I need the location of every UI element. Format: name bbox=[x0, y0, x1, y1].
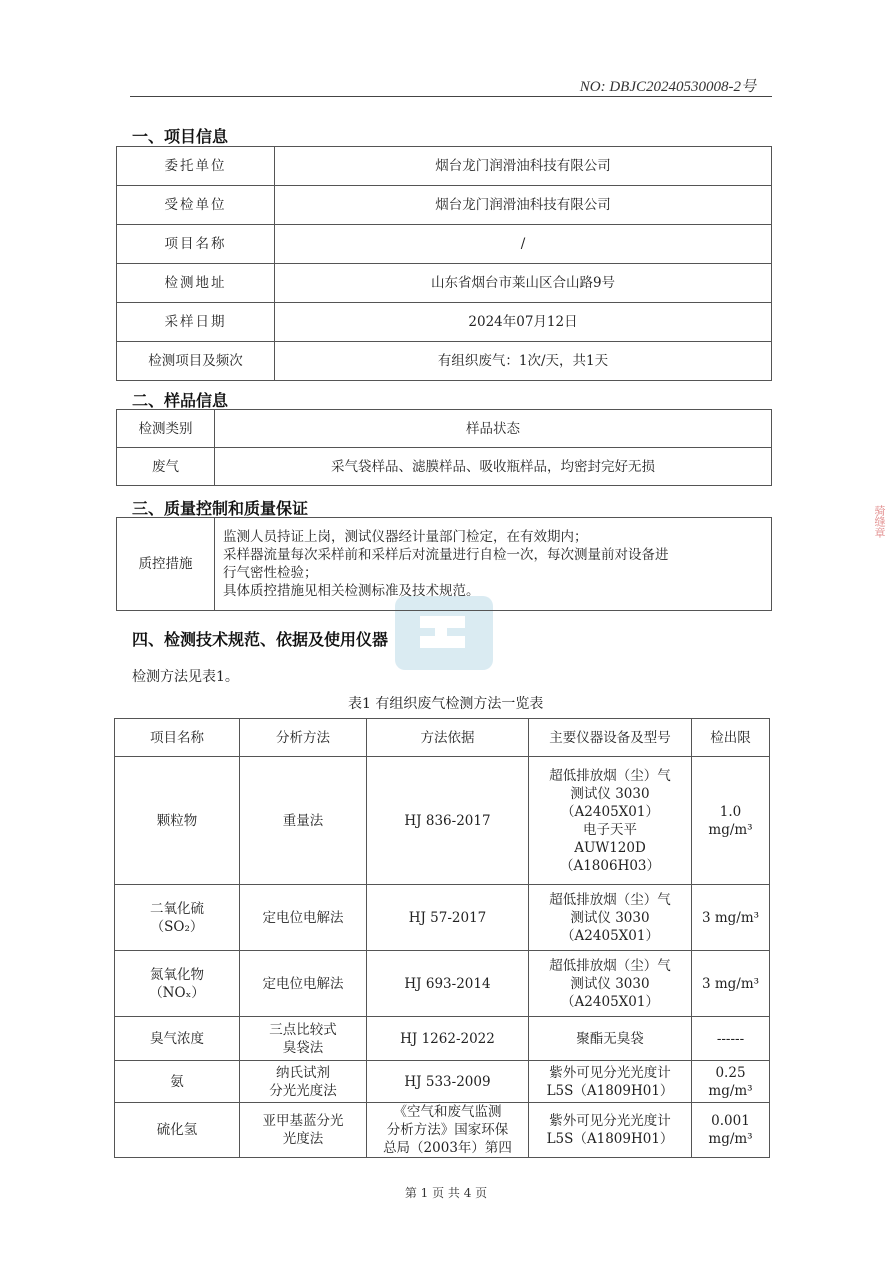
table-row bbox=[115, 1061, 770, 1103]
table-row bbox=[117, 448, 772, 486]
method-cell: 定电位电解法 bbox=[240, 951, 367, 1017]
section-title-methods: 四、检测技术规范、依据及使用仪器 bbox=[132, 630, 389, 649]
qc-text: 监测人员持证上岗，测试仪器经计量部门检定，在有效期内； 采样器流量每次采样前和采样后对流量进行自检一次，每次测量前对设备进 行气密性检验； 具体质控措施见相关检测标准及技术规范。 bbox=[215, 518, 772, 611]
table-row bbox=[115, 757, 770, 885]
item-cell: 氮氧化物 （NOₓ） bbox=[115, 951, 240, 1017]
sample-state: 采气袋样品、滤膜样品、吸收瓶样品，均密封完好无损 bbox=[215, 448, 772, 486]
method-cell: 纳氏试剂 分光光度法 bbox=[240, 1061, 367, 1103]
table-row: 采样日期 2024年07月12日 bbox=[117, 303, 772, 342]
item-cell: 二氧化硫 （SO₂） bbox=[115, 885, 240, 951]
limit-cell: 3 mg/m³ bbox=[692, 885, 770, 951]
item-cell: 臭气浓度 bbox=[115, 1017, 240, 1061]
item-cell: 颗粒物 bbox=[115, 757, 240, 885]
limit-cell: 3 mg/m³ bbox=[692, 951, 770, 1017]
basis-cell: HJ 57-2017 bbox=[367, 885, 529, 951]
project-info-table bbox=[116, 146, 772, 381]
column-header: 方法依据 bbox=[367, 719, 529, 757]
method-cell: 三点比较式 臭袋法 bbox=[240, 1017, 367, 1061]
limit-cell: ------ bbox=[692, 1017, 770, 1061]
column-header: 检出限 bbox=[692, 719, 770, 757]
equipment-cell: 超低排放烟（尘）气 测试仪 3030 （A2405X01） bbox=[529, 885, 692, 951]
limit-cell: 0.25 mg/m³ bbox=[692, 1061, 770, 1103]
table-row bbox=[115, 885, 770, 951]
table-caption: 表1 有组织废气检测方法一览表 bbox=[348, 696, 544, 712]
section-title-qc: 三、质量控制和质量保证 bbox=[132, 499, 309, 518]
method-cell: 重量法 bbox=[240, 757, 367, 885]
methods-table bbox=[114, 718, 770, 1158]
method-cell: 亚甲基蓝分光 光度法 bbox=[240, 1103, 367, 1158]
methods-intro: 检测方法见表1。 bbox=[132, 669, 239, 685]
page-footer: 第 1 页 共 4 页 bbox=[404, 1186, 488, 1200]
table-row bbox=[117, 518, 772, 611]
report-number: NO: DBJC20240530008-2号 bbox=[579, 79, 756, 95]
limit-cell: 0.001 mg/m³ bbox=[692, 1103, 770, 1158]
section-title-sample: 二、样品信息 bbox=[132, 391, 229, 410]
table-row bbox=[115, 1017, 770, 1061]
basis-cell: HJ 836-2017 bbox=[367, 757, 529, 885]
table-row bbox=[115, 951, 770, 1017]
table-row: 检测地址 山东省烟台市莱山区合山路9号 bbox=[117, 264, 772, 303]
qc-table bbox=[116, 517, 772, 611]
table-row: 检测项目及频次 有组织废气：1次/天，共1天 bbox=[117, 342, 772, 381]
column-header: 主要仪器设备及型号 bbox=[529, 719, 692, 757]
item-cell: 氨 bbox=[115, 1061, 240, 1103]
sample-info-table bbox=[116, 409, 772, 486]
basis-cell: HJ 533-2009 bbox=[367, 1061, 529, 1103]
equipment-cell: 聚酯无臭袋 bbox=[529, 1017, 692, 1061]
header-rule bbox=[130, 96, 772, 97]
equipment-cell: 紫外可见分光光度计 L5S（A1809H01） bbox=[529, 1061, 692, 1103]
table-row bbox=[115, 1103, 770, 1158]
table-row bbox=[117, 410, 772, 448]
item-cell: 硫化氢 bbox=[115, 1103, 240, 1158]
basis-cell: HJ 693-2014 bbox=[367, 951, 529, 1017]
basis-cell: HJ 1262-2022 bbox=[367, 1017, 529, 1061]
header-cell: 样品状态 bbox=[215, 410, 772, 448]
column-header: 项目名称 bbox=[115, 719, 240, 757]
basis-cell: 《空气和废气监测 分析方法》国家环保 总局（2003年）第四 bbox=[367, 1103, 529, 1158]
sample-type: 废气 bbox=[117, 448, 215, 486]
limit-cell: 1.0 mg/m³ bbox=[692, 757, 770, 885]
equipment-cell: 超低排放烟（尘）气 测试仪 3030 （A2405X01） bbox=[529, 951, 692, 1017]
seal-mark: 骑缝章 bbox=[873, 505, 886, 538]
equipment-cell: 超低排放烟（尘）气 测试仪 3030 （A2405X01） 电子天平 AUW120D （A1806H03） bbox=[529, 757, 692, 885]
section-title-project: 一、项目信息 bbox=[132, 127, 229, 146]
column-header: 分析方法 bbox=[240, 719, 367, 757]
header-cell: 检测类别 bbox=[117, 410, 215, 448]
table-row: 项目名称 / bbox=[117, 225, 772, 264]
method-cell: 定电位电解法 bbox=[240, 885, 367, 951]
table-row: 受检单位 烟台龙门润滑油科技有限公司 bbox=[117, 186, 772, 225]
methods-body bbox=[115, 757, 770, 1158]
table-header-row bbox=[115, 719, 770, 757]
equipment-cell: 紫外可见分光光度计 L5S（A1809H01） bbox=[529, 1103, 692, 1158]
qc-label: 质控措施 bbox=[117, 518, 215, 611]
table-row: 委托单位 烟台龙门润滑油科技有限公司 bbox=[117, 147, 772, 186]
